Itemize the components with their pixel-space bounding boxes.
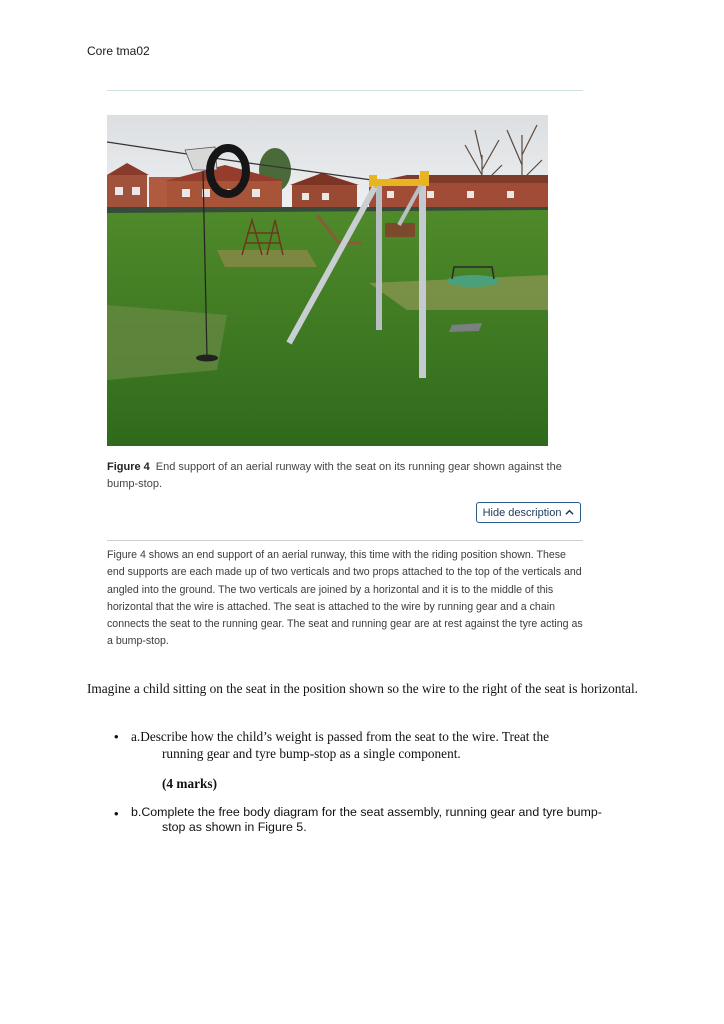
question-intro: Imagine a child sitting on the seat in the position shown so the wire to the right of the seat is horizontal.	[87, 681, 638, 696]
hide-description-button[interactable]	[476, 502, 581, 523]
part-a-marks: (4 marks)	[162, 776, 218, 791]
bullet-b: •	[114, 806, 119, 821]
hide-description-label: Hide description	[482, 506, 562, 519]
part-a-line2: running gear and tyre bump-stop as a single component.	[162, 746, 461, 761]
question-part-a	[131, 728, 611, 762]
figure-4-photo	[107, 115, 548, 446]
chevron-up-icon	[565, 508, 574, 517]
bullet-a: •	[114, 729, 119, 744]
figure-caption	[107, 459, 587, 493]
part-b-line1: b.Complete the free body diagram for the seat assembly, running gear and tyre bump-	[131, 805, 602, 819]
description-divider	[107, 540, 583, 541]
part-b-line2: stop as shown in Figure 5.	[162, 820, 307, 834]
figure-caption-text: End support of an aerial runway with the seat on its running gear shown against the bump-stop.	[107, 461, 562, 490]
figure-description: Figure 4 shows an end support of an aerial runway, this time with the riding position shown. These end supports are each made up of two verticals and two props attached to the top of the verticals and angled into the ground. The two verticals are joined by a horizontal and it is to the middle of this horizontal that the wire is attached. The seat is attached to the wire by running gear and a chain connects the seat to the running gear. The seat and running gear are at rest against the tyre acting as a bump-stop.	[107, 549, 583, 648]
question-part-b	[131, 805, 631, 835]
figure-label: Figure 4	[107, 461, 150, 473]
top-divider	[107, 90, 583, 91]
part-a-line1: a.Describe how the child’s weight is passed from the seat to the wire. Treat the	[131, 729, 550, 744]
document-header: Core tma02	[87, 44, 150, 58]
